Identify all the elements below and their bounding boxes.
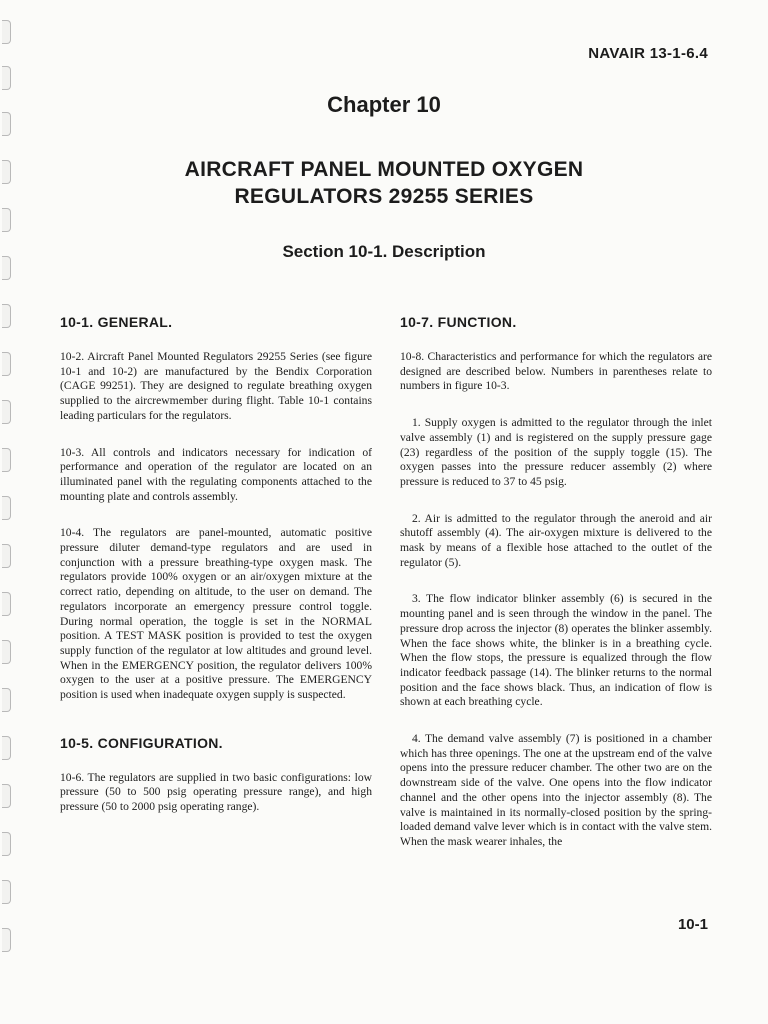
paragraph-10-2: 10-2. Aircraft Panel Mounted Regulators 29255 Series (see figure 10-1 and 10-2) are manufactured by the Bendix Corporation (CAGE 99251). They are designed to regulate breathing oxygen supplied to the aircrewmember during flight. Table 10-1 contains leading particulars for the regulators. <box>60 350 372 422</box>
left-column <box>60 314 372 837</box>
paragraph-10-4: 10-4. The regulators are panel-mounted, automatic positive pressure diluter demand-type regulators and are used in conjunction with a pressure breathing-type oxygen mask. The regulators provide 100% oxygen or an air/oxygen mixture at the correct ratio, depending on altitude, to the user on demand. The regulators incorporate an emergency pressure control toggle. During normal operation, the toggle is set in the NORMAL position. A TEST MASK position is provided to test the oxygen supply function of the regulator at low altitudes and ground level. When in the EMERGENCY position, the regulator delivers 100% oxygen to the user at a positive pressure. The EMERGENCY position is used when inadequate oxygen supply is suspected. <box>60 526 372 702</box>
page-number: 10-1 <box>677 916 708 933</box>
function-heading: 10-7. FUNCTION. <box>400 314 517 330</box>
configuration-heading: 10-5. CONFIGURATION. <box>60 734 223 751</box>
section-heading: Section 10-1. Description <box>282 242 486 261</box>
function-item-1: 1. Supply oxygen is admitted to the regulator through the inlet valve assembly (1) and is registered on the supply pressure gage (23) regardless of the position of the supply toggle (15). The oxygen passes into the pressure reducer assembly (2) where pressure is reduced to 37 to 45 psig. <box>400 416 712 488</box>
chapter-title-line-1: AIRCRAFT PANEL MOUNTED OXYGEN <box>184 158 584 181</box>
right-column <box>400 314 712 872</box>
function-item-2: 2. Air is admitted to the regulator through the aneroid and air shutoff assembly (4). The air-oxygen mixture is delivered to the mask by means of a flexible hose attached to the outlet of the regulator (5). <box>400 511 712 569</box>
paragraph-10-8: 10-8. Characteristics and performance for which the regulators are designed are described below. Numbers in parentheses relate to numbers in figure 10-3. <box>400 350 712 393</box>
function-item-4: 4. The demand valve assembly (7) is positioned in a chamber which has three openings. The one at the upstream end of the valve opens into the pressure reducer chamber. The other two are on the downstream side of the valve. One opens into the flow indicator channel and the other opens into the injector assembly (8). The valve is maintained in its normally-closed position by the spring-loaded demand valve lever which is in contact with the valve stem. When the mask wearer inhales, the <box>400 732 712 848</box>
function-item-3: 3. The flow indicator blinker assembly (6) is secured in the mounting panel and is seen through the window in the panel. The pressure drop across the injector (8) operates the blinker assembly. When the face shows white, the blinker is in a breathing cycle. When the flow stops, the pressure is equalized through the flow indicator feedback passage (14). The blinker returns to the normal position and the face shows black. Thus, an indication of flow is shown at each breathing cycle. <box>400 592 712 709</box>
document-id: NAVAIR 13-1-6.4 <box>588 45 708 62</box>
chapter-title-line-2: REGULATORS 29255 SERIES <box>234 185 534 208</box>
paragraph-10-6: 10-6. The regulators are supplied in two basic configurations: low pressure (50 to 500 psig operating pressure range), and high pressure (50 to 2000 psig operating range). <box>60 770 372 814</box>
binder-holes <box>2 0 16 1024</box>
paragraph-10-3: 10-3. All controls and indicators necessary for indication of performance and operation of the regulator are located on an illuminated panel with the regulating components attached to the mounting plate and controls assembly. <box>60 445 372 503</box>
chapter-title <box>0 156 768 210</box>
chapter-heading: Chapter 10 <box>327 92 441 117</box>
general-heading: 10-1. GENERAL. <box>60 314 173 330</box>
